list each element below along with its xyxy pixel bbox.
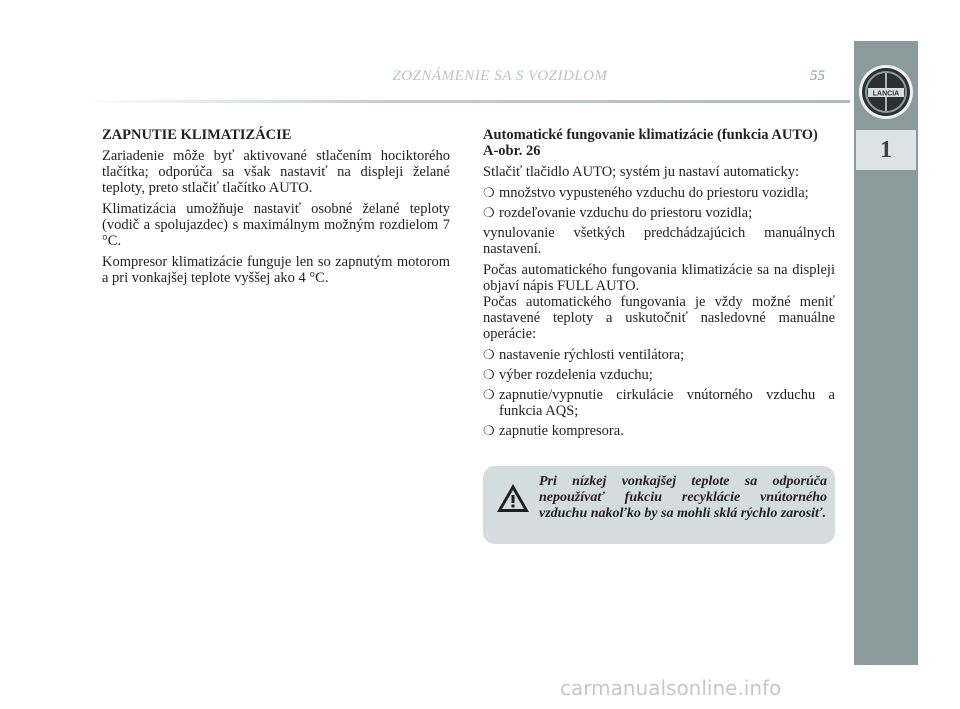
warning-text: Pri nízkej vonkajšej teplote sa odporúča nepoužívať fukciu recyklácie vnútorného vzduchu nakoľko by sa mohli sklá rýchlo zarosiť. (539, 474, 827, 521)
compressor-paragraph: Kompresor klimatizácie funguje len so zapnutým motorom a pri vonkajšej teplote vyššej ako 4 °C. (102, 254, 450, 286)
intro-paragraph: Zariadenie môže byť aktivované stlačením hociktorého tlačítka; odporúča sa však nastaviť na displeji želané teploty, preto stlačiť tlačítko AUTO. (102, 148, 450, 196)
bullet-icon: ❍ (483, 423, 495, 438)
header-rule (80, 100, 850, 103)
warning-box (483, 466, 835, 544)
bullet-icon: ❍ (483, 367, 495, 382)
bullet-icon: ❍ (483, 185, 495, 200)
lancia-logo-icon (856, 62, 916, 122)
page-header-title: ZOZNÁMENIE SA S VOZIDLOM (392, 68, 608, 84)
manual-paragraph: Počas automatického fungovania je vždy možné meniť nastavené teploty a uskutočniť nasledovné manuálne operácie: (483, 294, 835, 342)
chapter-tab (856, 130, 916, 170)
list-item: ❍ nastavenie rýchlosti ventilátora; (483, 347, 685, 363)
section-heading: ZAPNUTIE KLIMATIZÁCIE (102, 127, 292, 143)
display-paragraph: Počas automatického fungovania klimatizácie sa na displeji objaví nápis FULL AUTO. (483, 262, 835, 294)
warning-triangle-icon (495, 482, 531, 514)
subsection-heading: Automatické fungovanie klimatizácie (funkcia AUTO) A-obr. 26 (483, 127, 818, 159)
list-item: ❍ zapnutie kompresora. (483, 423, 624, 439)
list-item: ❍ výber rozdelenia vzduchu; (483, 367, 653, 383)
list-item: ❍ množstvo vypusteného vzduchu do priestoru vozidla; (483, 185, 809, 201)
watermark: carmanualsonline.info (560, 676, 782, 700)
logo-text: LANCIA (872, 90, 900, 98)
right-column (483, 127, 835, 443)
bullet-icon: ❍ (483, 387, 495, 402)
auto-intro: Stlačiť tlačidlo AUTO; systém ju nastaví automaticky: (483, 164, 800, 180)
list-item: ❍ zapnutie/vypnutie cirkulácie vnútorného vzduchu a funkcia AQS; (483, 387, 835, 419)
page-number: 55 (810, 68, 825, 84)
left-column (102, 127, 450, 291)
bullet-icon: ❍ (483, 205, 495, 220)
chapter-number: 1 (880, 136, 892, 163)
reset-paragraph: vynulovanie všetkých predchádzajúcich manuálnych nastavení. (483, 225, 835, 257)
list-item: ❍ rozdeľovanie vzduchu do priestoru vozidla; (483, 205, 753, 221)
temperature-paragraph: Klimatizácia umožňuje nastaviť osobné želané teploty (vodič a spolujazdec) s maximálnym možným rozdielom 7 °C. (102, 201, 450, 249)
bullet-icon: ❍ (483, 347, 495, 362)
